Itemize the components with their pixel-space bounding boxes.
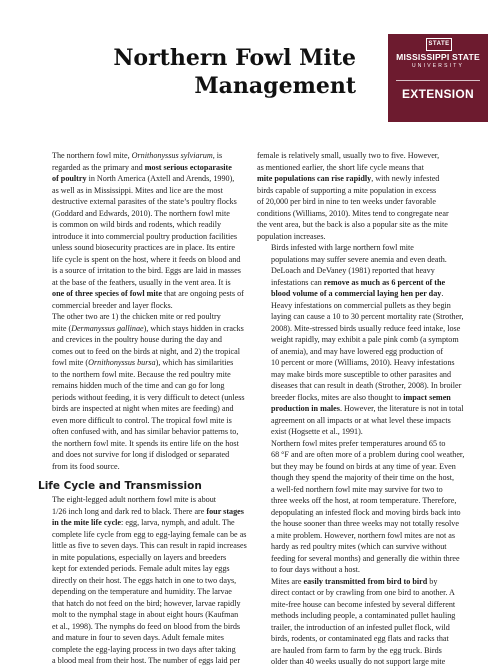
text-line: [38, 563, 256, 575]
text-run: regarded as the primary and: [52, 162, 145, 172]
text-line: [38, 392, 256, 404]
text-line: [257, 438, 475, 450]
text-run: .: [441, 289, 444, 298]
text-line: [38, 369, 256, 381]
text-line: [257, 208, 475, 220]
text-line: [38, 173, 256, 185]
text-run: but they may be found on birds at any time of year. Even: [271, 461, 456, 471]
text-line: [38, 265, 256, 277]
paragraph-life-cycle: [38, 494, 256, 667]
text-line: [257, 495, 475, 507]
text-run: as well as in Mississippi. Mites and lice are the most: [52, 185, 223, 195]
text-run: 2008). Mite-stressed birds usually reduce feed intake, lose: [271, 323, 461, 333]
text-run: fowl mite (: [52, 358, 89, 367]
text-run: depopulating an infested flock and moving birds back into: [271, 507, 461, 517]
text-line: [257, 449, 475, 461]
text-run: methods including people, a contaminated pullet hauling: [271, 611, 456, 620]
text-line: [38, 449, 256, 461]
text-line: [257, 472, 475, 484]
text-line: [38, 517, 256, 529]
text-line: [38, 415, 256, 427]
document-title: [96, 44, 356, 100]
text-run: of 20,000 per bird in nine to ten weeks under favorable: [257, 197, 436, 206]
text-run: destructive external parasites of the state’s poultry flocks: [52, 197, 237, 206]
text-line: [38, 357, 256, 369]
text-run: unless sound biosecurity practices are in place. Its entire: [52, 243, 235, 252]
italic-text: Ornithonyssus bursa: [88, 358, 156, 367]
text-run: though they spend the majority of their time on the host,: [271, 473, 455, 482]
text-line: [257, 173, 475, 185]
text-run: that are ongoing pests of: [161, 289, 244, 298]
text-run: older than 40 weeks usually do not support large mite: [271, 657, 446, 666]
text-run: to the northern fowl mite. Because the red poultry mite: [52, 369, 231, 379]
text-run: that hatch do not feed on the bird; however, larvae rapidly: [52, 598, 241, 608]
text-run: Heavy infestations on commercial pullets as they begin: [271, 300, 451, 310]
paragraph-transmission: [257, 576, 475, 668]
section-heading-life-cycle: Life Cycle and Transmission: [38, 480, 202, 492]
text-line: [257, 415, 475, 427]
text-run: as mentioned earlier, the short life cycle means that: [257, 162, 424, 172]
text-line: [38, 426, 256, 438]
bold-text: mite populations can rise rapidly: [257, 174, 372, 183]
text-run: introduce it into commercial poultry production facilities: [52, 231, 238, 241]
text-run: trailer, the introduction of an infested pullet flock, wild: [271, 622, 450, 632]
text-run: female is relatively small, usually two to five. However,: [257, 151, 440, 160]
text-run: comes out to feed on the birds at night, and 2) the tropical: [52, 346, 240, 356]
text-run: 10 percent or more (Williams, 2010). Heavy infestations: [271, 358, 455, 367]
text-run: in mite populations, especially on layers and breeders: [52, 552, 227, 562]
logo-divider: [396, 80, 480, 81]
text-line: [257, 150, 475, 162]
text-line: [257, 530, 475, 542]
text-line: [38, 242, 256, 254]
text-line: [38, 208, 256, 220]
text-run: The other two are 1) the chicken mite or red poultry: [52, 312, 221, 321]
text-line: [38, 380, 256, 392]
text-run: the northern fowl mite. It spends its entire life on the host: [52, 438, 239, 448]
text-line: [38, 300, 256, 312]
text-run: a blood meal from their host. The number of eggs laid per: [52, 656, 241, 665]
text-run: a mite problem. However, northern fowl mites are not as: [271, 530, 456, 540]
text-run: commercial breeder and layer flocks.: [52, 300, 173, 310]
text-run: by: [427, 576, 438, 586]
text-line: [38, 277, 256, 289]
text-run: 1/26 inch long and dark red to black. There are: [52, 506, 207, 516]
text-run: Mites are: [271, 576, 304, 586]
text-run: direct contact or by crawling from one bird to another. A: [271, 588, 455, 597]
text-run: remains hidden much of the time and can go for long: [52, 381, 225, 390]
text-line: [38, 403, 256, 415]
text-run: hardy as red poultry mites (which can survive without: [271, 542, 447, 551]
bold-text: impact semen: [403, 392, 451, 402]
text-run: at the base of the feathers, usually in the vent area. It is: [52, 277, 231, 287]
text-run: populations may suffer severe anemia and even death.: [271, 254, 447, 264]
text-line: [38, 644, 256, 656]
text-run: weight rapidly, may exhibit a pale pink comb (a symptom: [271, 335, 459, 344]
title-line-1: Northern Fowl Mite: [113, 45, 356, 71]
text-run: exist (Hogsette et al., 1991).: [271, 427, 363, 436]
text-line: [38, 162, 256, 174]
text-line: [257, 553, 475, 565]
text-line: [38, 254, 256, 266]
text-run: is a source of irritation to the bird. Eggs are laid in masses: [52, 266, 241, 275]
text-run: kept for extended periods. Female adult mites lay eggs: [52, 564, 230, 573]
text-line: [38, 552, 256, 564]
text-run: birds, rodents, or contaminated egg flats and racks that: [271, 634, 449, 643]
text-line: [257, 564, 475, 576]
text-line: [257, 277, 475, 289]
text-line: [38, 231, 256, 243]
text-run: breeder flocks, mites are also thought to: [271, 392, 404, 402]
text-run: conditions (Williams, 2010). Mites tend to congregate near: [257, 208, 449, 218]
italic-text: Ornithonyssus sylviarum: [131, 151, 213, 160]
text-run: The northern fowl mite,: [52, 151, 132, 160]
bold-text: production in males: [271, 404, 340, 413]
text-line: [257, 541, 475, 553]
text-run: from its food source.: [52, 461, 120, 471]
italic-text: Dermanyssus gallinae: [71, 323, 144, 333]
text-run: ), which has similarities: [155, 358, 234, 367]
text-line: [257, 311, 475, 323]
text-line: [38, 598, 256, 610]
text-line: [257, 254, 475, 266]
text-line: [257, 219, 475, 231]
text-line: [38, 632, 256, 644]
text-line: [257, 392, 475, 404]
text-line: [257, 518, 475, 530]
text-run: birds capable of supporting a mite population in excess: [257, 185, 437, 195]
text-run: mite-free house can become infested by several different: [271, 599, 456, 609]
bold-text: remove as much as 6 percent of the: [323, 277, 446, 287]
bold-text: one of three species of fowl mite: [52, 289, 162, 298]
text-run: (Goddard and Edwards, 2010). The northern fowl mite: [52, 208, 230, 218]
text-line: [257, 403, 475, 415]
text-line: [257, 587, 475, 599]
text-line: [38, 540, 256, 552]
text-line: [257, 656, 475, 668]
text-line: [38, 655, 256, 667]
left-column: [38, 150, 256, 667]
text-run: DeLoach and DeVaney (1981) reported that heavy: [271, 266, 435, 275]
text-run: et al., 1998). The nymphs do feed on blood from the birds: [52, 621, 241, 631]
text-run: of anemia), and may have lowered egg production of: [271, 346, 444, 356]
text-line: [38, 334, 256, 346]
text-line: [38, 621, 256, 633]
text-line: [38, 311, 256, 323]
text-line: [38, 461, 256, 473]
text-run: ), which stays hidden in cracks: [143, 323, 244, 333]
bold-text: four stages: [206, 506, 244, 516]
text-line: [38, 346, 256, 358]
paragraph-eggs-continued: [257, 150, 475, 242]
text-line: [38, 196, 256, 208]
text-line: [38, 438, 256, 450]
text-run: molt to the nymphal stage in about eight hours (Kaufman: [52, 610, 239, 619]
text-run: mite (: [52, 323, 72, 333]
text-line: [257, 507, 475, 519]
text-line: [257, 288, 475, 300]
text-line: [257, 645, 475, 657]
bold-text: blood volume of a commercial laying hen per day: [271, 289, 442, 298]
text-line: [257, 265, 475, 277]
text-line: [38, 219, 256, 231]
text-run: 68 °F and are often more of a problem during cool weather,: [271, 450, 465, 459]
text-run: often confused with, and has similar behavior patterns to,: [52, 427, 239, 436]
text-run: in North America (Axtell and Arends, 1990),: [86, 174, 235, 183]
text-line: [257, 599, 475, 611]
bold-text: most serious ectoparasite: [144, 162, 232, 172]
text-line: [257, 610, 475, 622]
text-line: [257, 196, 475, 208]
text-run: life cycle is spent on the host, where it feeds on blood and: [52, 254, 241, 264]
text-line: [38, 529, 256, 541]
text-line: [38, 506, 256, 518]
text-run: depending on the temperature and humidity. The larvae: [52, 587, 232, 596]
text-run: birds are inspected at night when mites are feeding) and: [52, 404, 234, 413]
text-run: feeding for several months) and generally die within three: [271, 553, 460, 563]
text-run: laying can cause a 10 to 30 percent mortality rate (Strother,: [271, 312, 464, 321]
right-column: [257, 150, 475, 668]
text-line: [38, 323, 256, 335]
text-run: periods without feeding, it is very difficult to detect (unless: [52, 392, 245, 402]
text-line: [257, 334, 475, 346]
text-run: : egg, larva, nymph, and adult. The: [121, 518, 235, 527]
text-line: [38, 150, 256, 162]
text-line: [38, 288, 256, 300]
text-line: [257, 369, 475, 381]
text-run: a well-fed northern fowl mite may survive for two to: [271, 484, 443, 494]
bold-text: of poultry: [52, 174, 87, 183]
text-run: diseases that can result in death (Strother, 2008). In broiler: [271, 381, 462, 390]
text-line: [38, 575, 256, 587]
text-line: [257, 576, 475, 588]
text-run: complete life cycle from egg to egg-laying female can be as: [52, 529, 247, 539]
text-run: infestations can: [271, 277, 324, 287]
text-line: [257, 484, 475, 496]
text-run: may make birds more susceptible to other parasites and: [271, 369, 452, 379]
text-line: [257, 426, 475, 438]
text-line: [38, 609, 256, 621]
bold-text: easily transmitted from bird to bird: [303, 576, 428, 586]
text-line: [257, 346, 475, 358]
paragraph-intro: [38, 150, 256, 311]
msu-extension-logo: [388, 34, 488, 122]
text-run: directly on their host. The eggs hatch in one to two days,: [52, 575, 237, 585]
text-run: The eight-legged adult northern fowl mite is about: [52, 495, 217, 504]
text-line: [257, 300, 475, 312]
text-line: [257, 185, 475, 197]
text-line: [257, 622, 475, 634]
text-line: [257, 633, 475, 645]
text-run: is common on wild birds and rodents, which readily: [52, 220, 222, 229]
text-line: [257, 162, 475, 174]
paragraph-temperature: [257, 438, 475, 576]
text-run: complete the egg-laying process in two days after taking: [52, 644, 236, 654]
paragraph-other-mites: [38, 311, 256, 472]
text-run: , is: [212, 151, 223, 160]
text-run: to four days without a host.: [271, 565, 360, 574]
text-line: [257, 323, 475, 335]
text-run: and crevices in the poultry house during the day and: [52, 335, 222, 344]
text-run: Northern fowl mites prefer temperatures around 65 to: [271, 438, 446, 448]
text-run: population increases.: [257, 231, 326, 241]
text-run: and mature in four to seven days. Adult female mites: [52, 633, 224, 642]
text-line: [38, 586, 256, 598]
text-run: little as five to seven days. This can result in rapid increases: [52, 541, 247, 550]
text-run: and does not survive for long if dislodged or separated: [52, 450, 230, 459]
paragraph-infestation-effects: [257, 242, 475, 438]
text-line: [257, 380, 475, 392]
text-run: . However, the literature is not in total: [339, 404, 464, 413]
text-run: are hauled from farm to farm by the egg truck. Birds: [271, 645, 442, 655]
text-line: [257, 357, 475, 369]
text-line: [38, 185, 256, 197]
logo-university-word: UNIVERSITY: [411, 63, 464, 69]
text-run: three weeks off the host, at room temperature. Therefore,: [271, 496, 457, 505]
text-run: Birds infested with large northern fowl mite: [271, 243, 414, 252]
logo-university-name: MISSISSIPPI STATE: [396, 52, 480, 62]
text-run: , with newly infested: [371, 174, 440, 183]
text-run: agreement on all impacts or at what level these impacts: [271, 415, 451, 425]
text-run: the house sooner than three weeks may not totally resolve: [271, 519, 459, 528]
title-line-2: Management: [194, 73, 356, 99]
text-run: the vent area, but the back is also a popular site as the mite: [257, 220, 448, 229]
text-line: [257, 461, 475, 473]
logo-state-label: STATE: [426, 38, 452, 51]
bold-text: in the mite life cycle: [52, 518, 122, 527]
text-line: [257, 231, 475, 243]
text-line: [257, 242, 475, 254]
text-line: [38, 494, 256, 506]
text-run: even more difficult to control. The tropical fowl mite is: [52, 415, 232, 425]
logo-extension-label: EXTENSION: [401, 87, 475, 101]
